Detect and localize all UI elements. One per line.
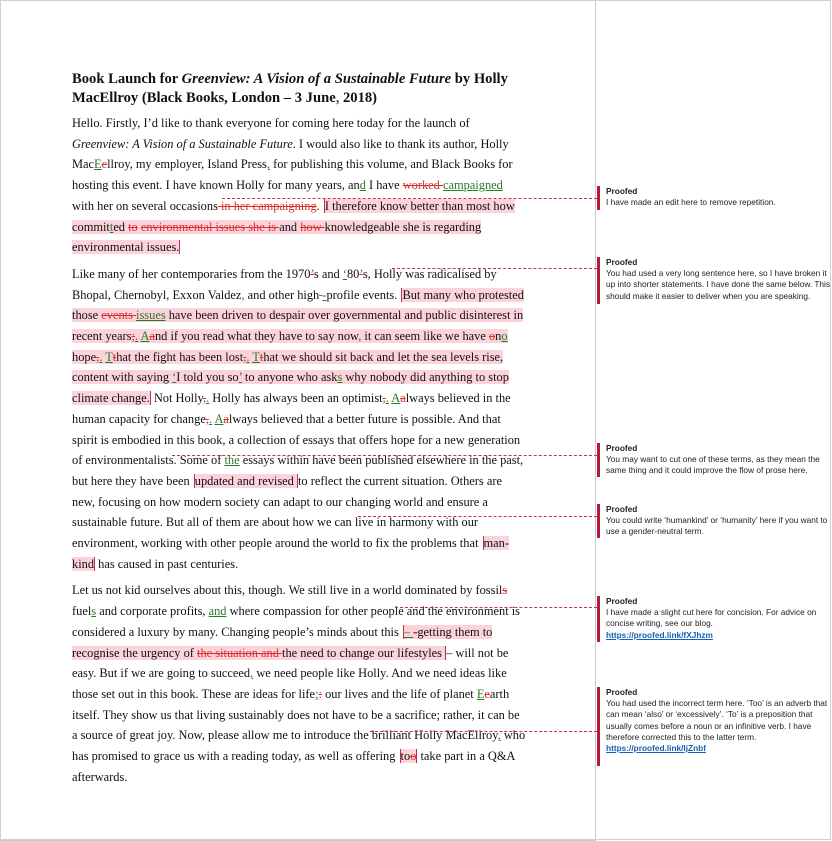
comment-leader-2 <box>392 268 597 269</box>
comment-header: Proofed <box>606 257 638 267</box>
comment-body: I have made an edit here to remove repetition. <box>606 197 776 208</box>
comment-leader-4 <box>358 516 597 517</box>
comment-3[interactable] <box>597 443 832 477</box>
highlight-concision[interactable]: – -getting them to recognise the urgency of the situation and the need to change our lifestyles <box>72 624 493 660</box>
comment-body: You may want to cut one of these terms, as they mean the same thing and it could improve the flow of prose here. <box>606 454 820 476</box>
comment-leader-6 <box>370 731 597 732</box>
comment-body: You had used the incorrect term here. ‘Too’ is an adverb that can mean ‘also’ or ‘excessively’. ‘To’ is a preposition that usually comes before a noun or an infinitive verb. I have therefore corrected this to the latter term. <box>606 698 828 742</box>
document-title: Book Launch for Greenview: A Vision of a Sustainable Future by Holly MacEllroy (Black Books, London – 3 June, 2018) <box>72 71 508 106</box>
comment-5[interactable] <box>597 596 832 642</box>
comment-leader-1 <box>222 198 597 199</box>
paragraph-2[interactable]: Like many of her contemporaries from the 1970’s and ‘80’s, Holly was radicalised by Bhopal, Chernobyl, Exxon Valdez, and other high -profile events. But many who protested those events issues have been driven to despair over governmental and public disinterest in recent years;. Aand if you read what they have to say now, it can seem like we have ono hope,. Tthat the fight has been lost,. Tthat we should sit back and let the sea levels rise, content with saying ‘I told you so’ to anyone who asks why nobody did anything to stop climate change. Not Holly,. Holly has always been an optimist,. Aalways believed in the human capacity for change,. Aalways believed that a better future is possible. And that spirit is embodied in this book, a collection of essays that offers hope for a new generation of environmentalists. Some of the essays within have been published elsewhere in the past, but here they have been updated and revised to reflect the current situation. Others are new, focusing on how modern society can adapt to our changing world and ensure a sustainable future. But all of them are about how we can live in harmony with our environment, working with other people around the world to fix the problems that man-kind has caused in past centuries. <box>72 266 524 571</box>
highlight-mankind[interactable]: man-kind <box>72 536 509 571</box>
paragraph-1[interactable]: Hello. Firstly, I’d like to thank everyone for coming here today for the launch of Greenview: A Vision of a Sustainable Future. I would also like to thank its author, Holly MacEellroy, my employer, Island Press, for publishing this volume, and Black Books for hosting this event. I have known Holly for many years, and I have worked campaigned with her on several occasions in her campaigning. I therefore know better than most how committed to environmental issues she is and how knowledgeable she is regarding environmental issues. <box>72 116 515 255</box>
comment-link[interactable]: https://proofed.link/IjZnbf <box>606 743 707 754</box>
comment-header: Proofed <box>606 504 638 514</box>
comment-body: You had used a very long sentence here, so I have broken it up into shorter statements. I have done the same below. This should make it easier to deliver when you are speaking. <box>606 268 830 301</box>
comment-leader-3 <box>172 455 597 456</box>
comment-4[interactable] <box>597 504 832 538</box>
comment-header: Proofed <box>606 443 638 453</box>
highlight-to-too[interactable]: too <box>400 749 417 764</box>
comment-header: Proofed <box>606 596 638 606</box>
highlight-updated-revised[interactable]: updated and revised <box>194 473 297 488</box>
paragraph-3[interactable]: Let us not kid ourselves about this, though. We still live in a world dominated by fossils fuels and corporate profits, and where compassion for other people and the environment is considered a luxury by many. Changing people’s minds about this – -getting them to recognise the urgency of the situation and the need to change our lifestyles – will not be easy. But if we are going to succeed, we need people like Holly. And we need ideas like those set out in this book. These are ideas for life;: our lives and the life of planet Eearth itself. They show us that living sustainably does not have to be a sacrifice; rather, it can be a source of great joy. Now, please allow me to introduce the brilliant Holly MacEllroy, who has promised to grace us with a reading today, as well as offering too take part in a Q&A afterwards. <box>72 583 526 784</box>
comment-leader-5 <box>395 607 597 608</box>
comment-1[interactable] <box>597 186 832 210</box>
comment-link[interactable]: https://proofed.link/fXJhzm <box>606 629 713 640</box>
comment-6[interactable] <box>597 687 832 766</box>
comment-header: Proofed <box>606 186 638 196</box>
comment-body: You could write ‘humankind’ or ‘humanity’ here if you want to use a gender-neutral term. <box>606 515 828 537</box>
comment-header: Proofed <box>606 687 638 697</box>
comment-body: I have made a slight cut here for concision. For advice on concise writing, see our blog. <box>606 607 817 629</box>
comment-2[interactable] <box>597 257 832 304</box>
highlight-long-sentence[interactable]: But many who protested those events issues have been driven to despair over governmental and public disinterest in recent years;. Aand if you read what they have to say now, it can seem like we have ono hope,. Tthat the fight has been lost,. Tthat we should sit back and let the sea levels rise, content with saying ‘I told you so’ to anyone who asks why nobody did anything to stop climate change. <box>72 287 524 406</box>
highlight-repetition[interactable]: I therefore know better than most how committed to environmental issues she is and how knowledgeable she is regarding environmental issues. <box>72 198 515 255</box>
document-body[interactable] <box>72 70 527 794</box>
